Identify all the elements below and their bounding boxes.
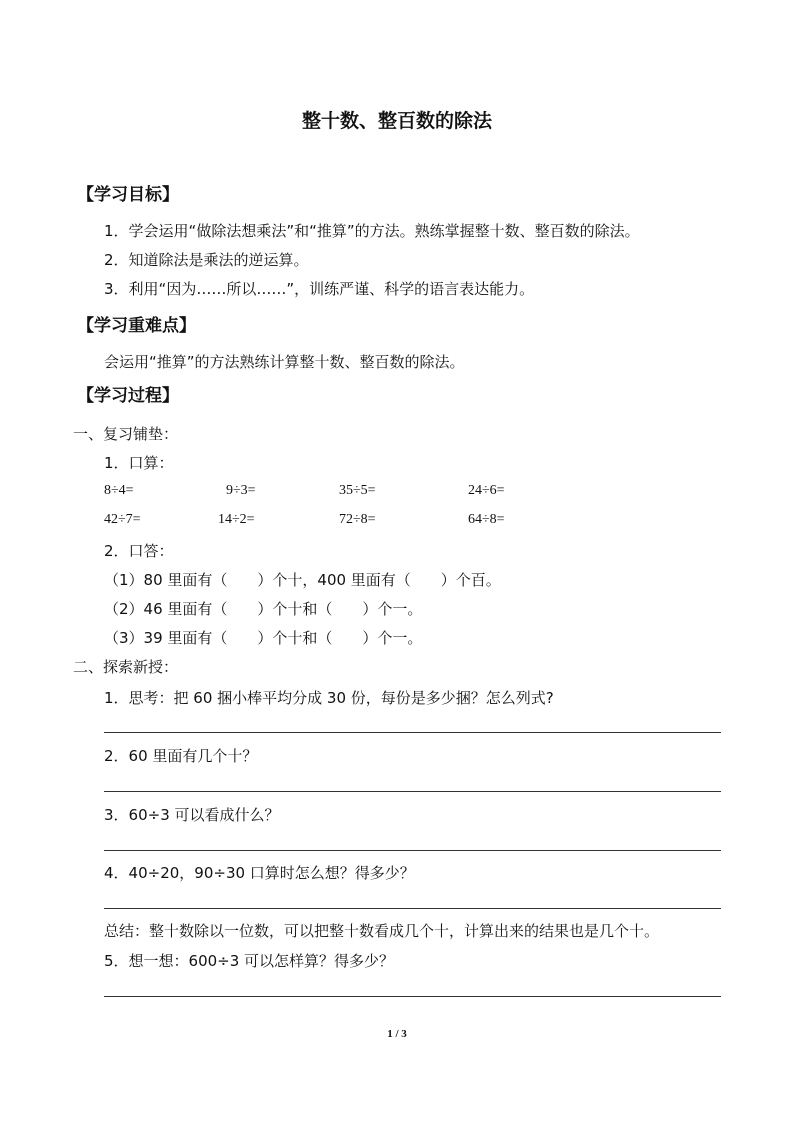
oral-answer-item: （2）46 里面有（ ）个十和（ ）个一。: [104, 600, 423, 618]
oral-calc-item: 72÷8=: [339, 512, 376, 527]
oral-calc-item: 14÷2=: [218, 512, 255, 527]
oral-calc-item: 35÷5=: [339, 483, 376, 498]
explore-question: 5．想一想：600÷3 可以怎样算？得多少？: [104, 952, 395, 970]
key-points-heading: 【学习重难点】: [77, 316, 196, 336]
answer-line: [104, 791, 721, 792]
objectives-heading: 【学习目标】: [77, 185, 179, 205]
oral-calc-item: 8÷4=: [104, 483, 134, 498]
oral-calc-item: 42÷7=: [104, 512, 141, 527]
summary-text: 总结：整十数除以一位数，可以把整十数看成几个十，计算出来的结果也是几个十。: [104, 922, 660, 940]
answer-line: [104, 732, 721, 733]
objective-item: 2．知道除法是乘法的逆运算。: [104, 251, 309, 269]
answer-line: [104, 850, 721, 851]
oral-calc-item: 24÷6=: [468, 483, 505, 498]
part1-heading: 一、复习铺垫：: [73, 425, 179, 443]
oral-calc-item: 9÷3=: [226, 483, 256, 498]
answer-line: [104, 908, 721, 909]
oral-answer-item: （3）39 里面有（ ）个十和（ ）个一。: [104, 629, 423, 647]
page-number: 1 / 3: [387, 1028, 407, 1040]
key-points-text: 会运用“推算”的方法熟练计算整十数、整百数的除法。: [104, 353, 465, 371]
part2-heading: 二、探索新授：: [73, 658, 179, 676]
oral-answer-label: 2．口答：: [104, 542, 174, 560]
page-title: 整十数、整百数的除法: [301, 110, 492, 132]
process-heading: 【学习过程】: [77, 386, 179, 406]
answer-line: [104, 996, 721, 997]
objective-item: 3．利用“因为……所以……”，训练严谨、科学的语言表达能力。: [104, 280, 535, 298]
explore-question: 1．思考：把 60 捆小棒平均分成 30 份，每份是多少捆？怎么列式?: [104, 689, 554, 707]
explore-question: 2．60 里面有几个十？: [104, 747, 258, 765]
oral-calc-item: 64÷8=: [468, 512, 505, 527]
objective-item: 1．学会运用“做除法想乘法”和“推算”的方法。熟练掌握整十数、整百数的除法。: [104, 222, 640, 240]
oral-answer-item: （1）80 里面有（ ）个十，400 里面有（ ）个百。: [104, 571, 501, 589]
explore-question: 4．40÷20，90÷30 口算时怎么想？得多少？: [104, 864, 415, 882]
oral-calc-label: 1．口算：: [104, 454, 174, 472]
explore-question: 3．60÷3 可以看成什么？: [104, 806, 280, 824]
